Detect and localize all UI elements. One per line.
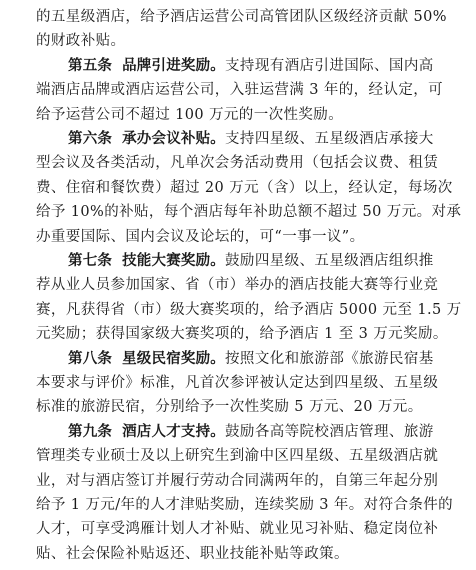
paragraph-line: 标准的旅游民宿，分别给予一次性奖励 5 万元、20 万元。 [36,399,423,416]
paragraph-line: 贴、社会保险补贴返还、职业技能补贴等政策。 [36,545,349,562]
article-heading-line [0,53,476,79]
paragraph-line: 荐从业人员参加国家、省（市）举办的酒店技能大赛等行业竞 [36,277,439,294]
article-title: 品牌引进奖励。 [122,57,226,74]
article-title: 星级民宿奖励。 [122,350,226,367]
article-number: 第八条 [68,350,113,367]
article-number: 第六条 [68,131,113,147]
paragraph-line: 费、住宿和餐饮费）超过 20 万元（含）以上，经认定，每场次 [36,179,453,196]
article-text: 支持四星级、五星级酒店承接大 [225,131,434,147]
paragraph-line: 办重要国际、国内会议及论坛的，可“一事一议”。 [36,228,365,245]
article-title: 酒店人才支持。 [122,423,226,440]
paragraph-line: 给予 10%的补贴，每个酒店每年补助总额不超过 50 万元。对承 [36,204,462,221]
paragraph-line: 元奖励；获得国家级大赛奖项的，给予酒店 1 至 3 万元奖励。 [36,326,448,343]
paragraph-line: 赛，凡获得省（市）级大赛奖项的，给予酒店 5000 元至 1.5 万 [36,301,462,318]
paragraph-line: 的财政补贴。 [36,33,126,50]
article-heading-line [0,346,476,372]
paragraph-line: 本要求与评价》标准，凡首次参评被认定达到四星级、五星级 [36,375,439,391]
article-number: 第七条 [68,253,113,269]
article-heading-line [0,126,476,152]
paragraph-line: 人才，可享受鸿雁计划人才补贴、就业见习补贴、稳定岗位补 [36,521,439,538]
article-number: 第九条 [68,423,113,440]
paragraph-line: 给予 1 万元/年的人才津贴奖励，连续奖励 3 年。对符合条件的 [36,497,454,513]
article-text: 支持现有酒店引进国际、国内高 [225,57,434,74]
article-text: 按照文化和旅游部《旅游民宿基 [225,350,434,367]
paragraph-line: 管理类专业硕士及以上研究生到渝中区四星级、五星级酒店就 [36,448,439,465]
article-text: 鼓励四星级、五星级酒店组织推 [225,253,434,269]
paragraph-line: 端酒店品牌或酒店运营公司，入驻运营满 3 年的，经认定，可 [36,82,444,99]
paragraph-line: 的五星级酒店，给予酒店运营公司高管团队区级经济贡献 50% [36,9,447,25]
article-number: 第五条 [68,57,113,74]
article-text: 鼓励各高等院校酒店管理、旅游 [225,423,434,440]
article-heading-line [0,419,476,445]
article-title: 技能大赛奖励。 [122,253,226,269]
article-heading-line [0,248,476,274]
paragraph-line: 业，对与酒店签订并履行劳动合同满两年的，自第三年起分别 [36,472,439,489]
paragraph-line: 型会议及各类活动，凡单次会务活动费用（包括会议费、租赁 [36,155,439,172]
paragraph-line: 给予运营公司不超过 100 万元的一次性奖励。 [36,106,344,123]
article-title: 承办会议补贴。 [122,131,226,147]
